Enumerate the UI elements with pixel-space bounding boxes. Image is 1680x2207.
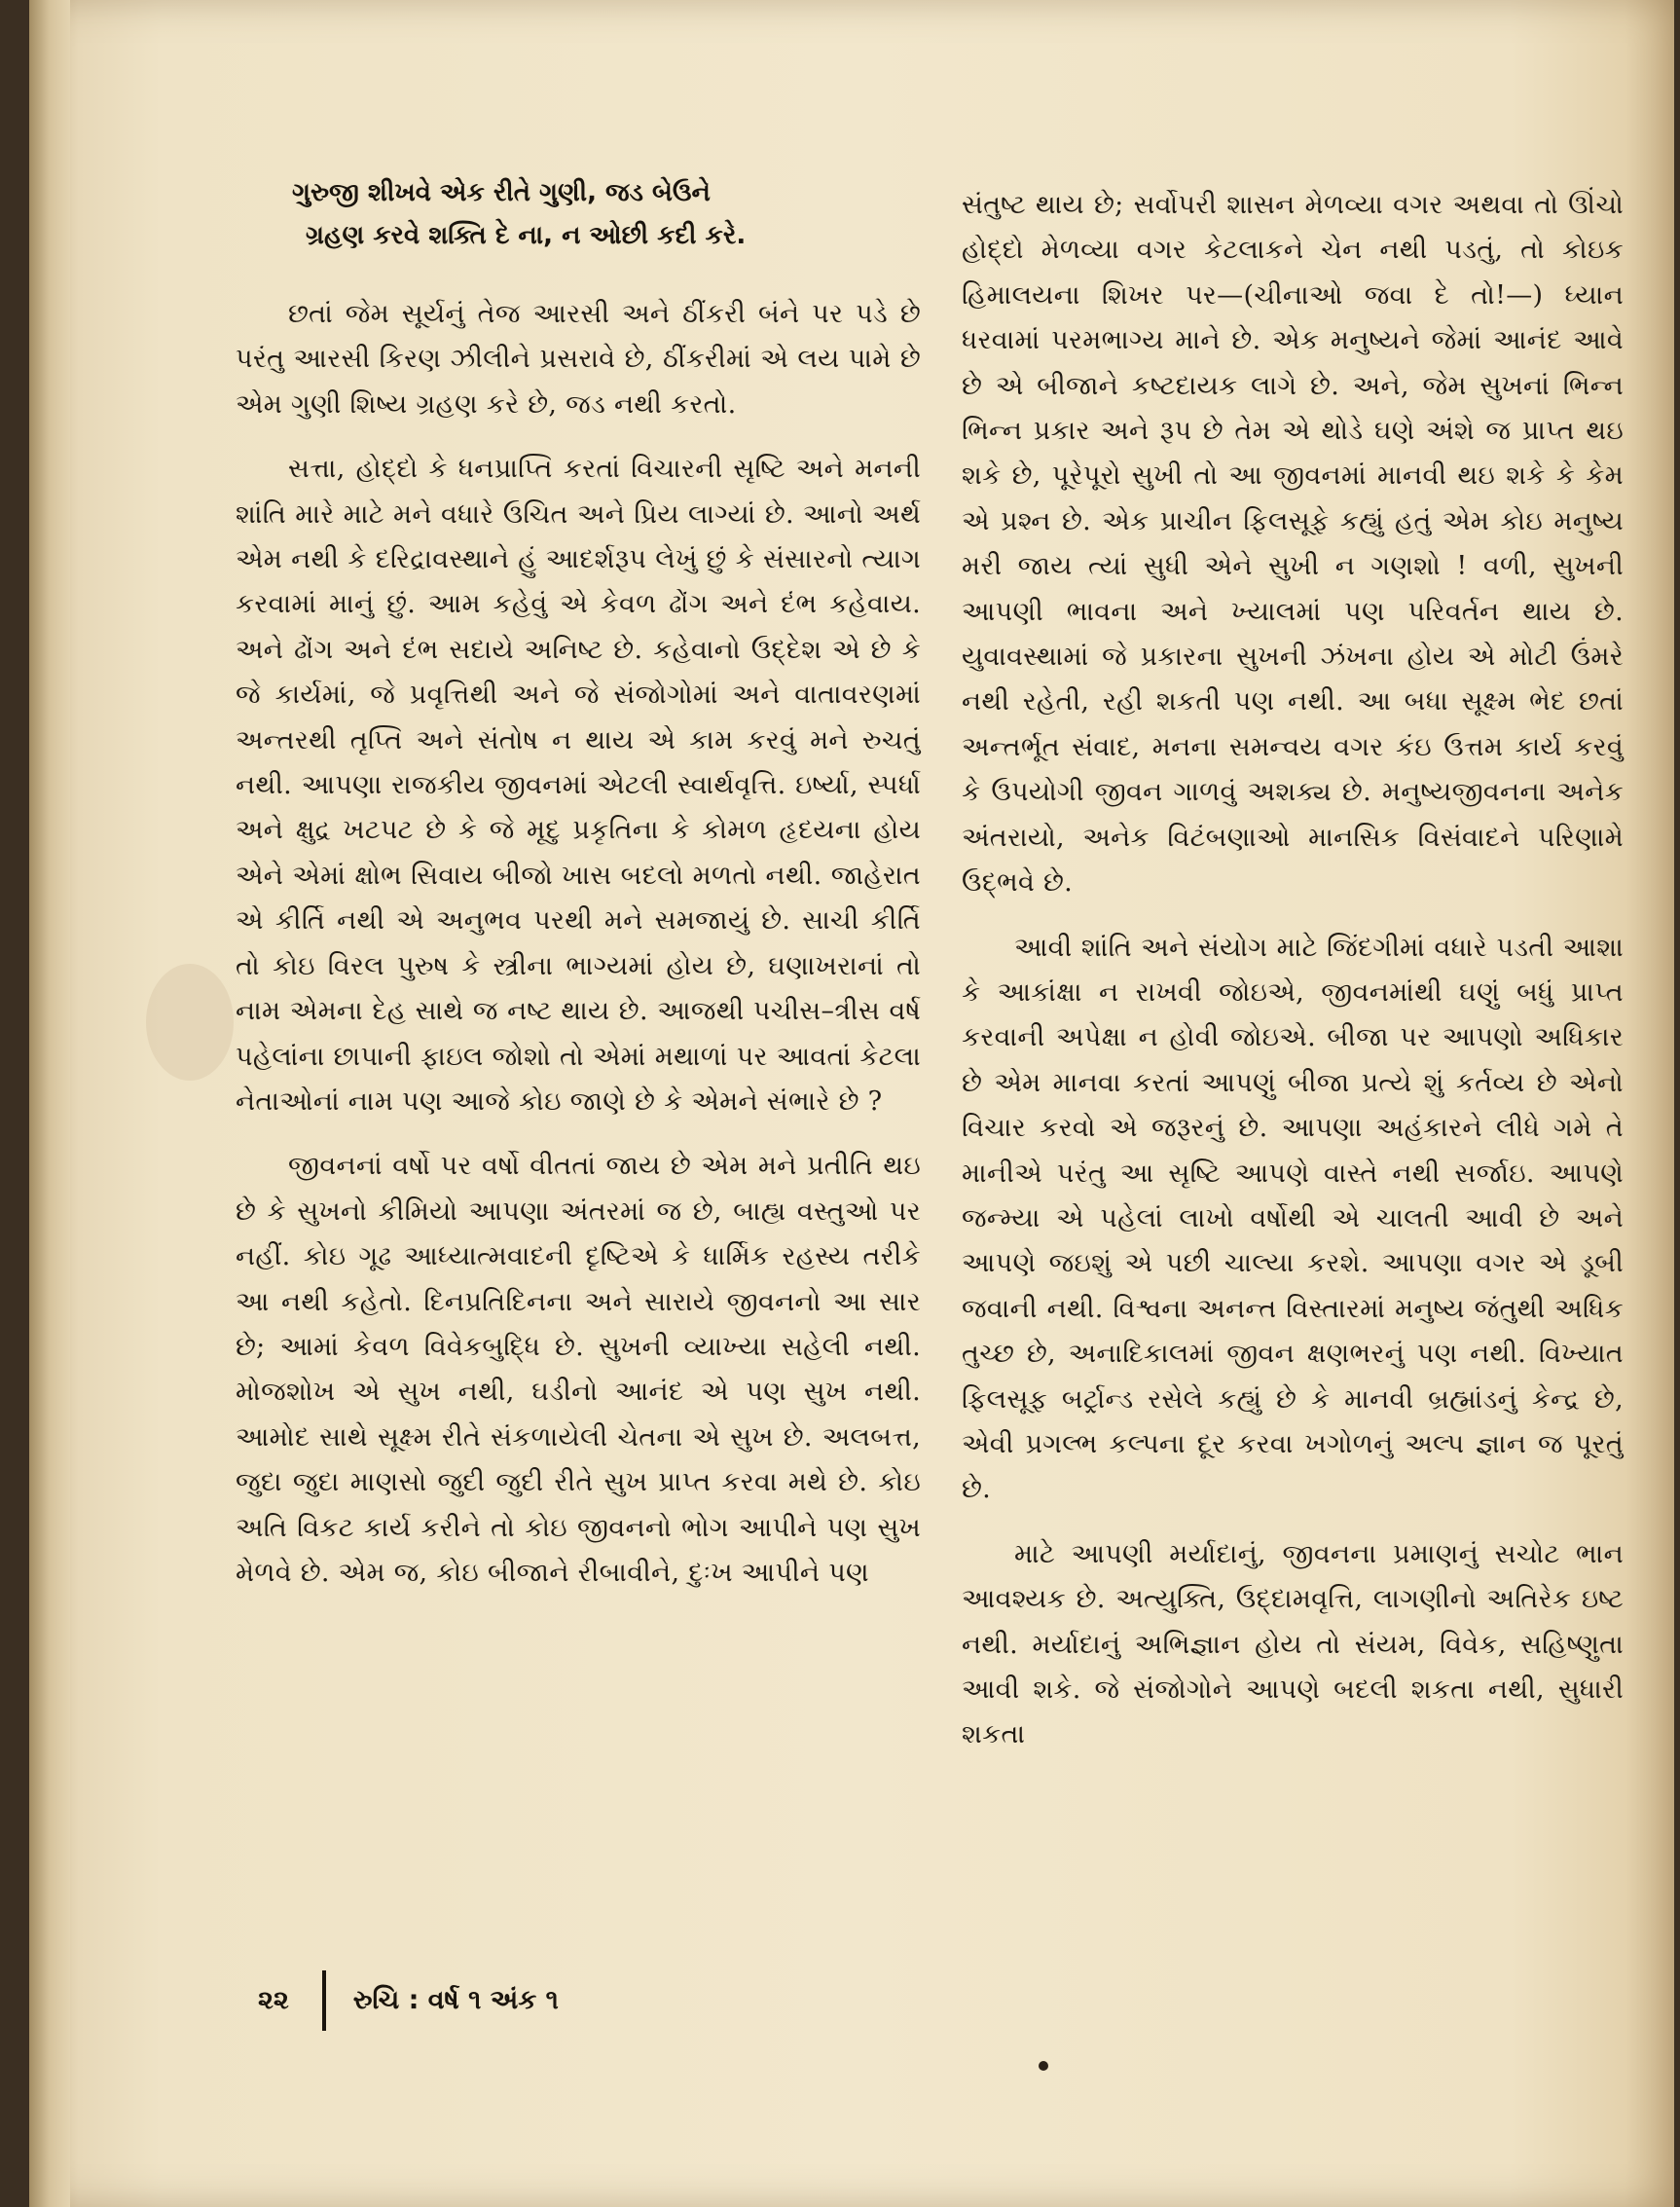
paragraph: સત્તા, હોદ્દો કે ધનપ્રાપ્તિ કરતાં વિચારની સૃષ્ટિ અને મનની શાંતિ મારે માટે મને વધારે ઉચિત અને પ્રિય લાગ્યાં છે. આનો અર્થ એમ નથી કે દરિદ્રાવસ્થાને હું આદર્શરૂપ લેખું છું કે સંસારનો ત્યાગ કરવામાં માનું છું. આમ કહેવું એ કેવળ ઢોંગ અને દંભ કહેવાય. અને ઢોંગ અને દંભ સદાયે અનિષ્ટ છે. કહેવાનો ઉદ્દેશ એ છે કે જે કાર્યમાં, જે પ્રવૃત્તિથી અને જે સંજોગોમાં અને વાતાવરણમાં અન્તરથી તૃપ્તિ અને સંતોષ ન થાય એ કામ કરવું મને રુચતું નથી. આપણા રાજકીય જીવનમાં એટલી સ્વાર્થવૃત્તિ. ઇર્ષ્યા, સ્પર્ધા અને ક્ષુદ્ર ખટપટ છે કે જે મૃદુ પ્રકૃતિના કે કોમળ હૃદયના હોય એને એમાં ક્ષોભ સિવાય બીજો ખાસ બદલો મળતો નથી. જાહેરાત એ કીર્તિ નથી એ અનુભવ પરથી મને સમજાયું છે. સાચી કીર્તિ તો કોઇ વિરલ પુરુષ કે સ્ત્રીના ભાગ્યમાં હોય છે, ઘણાખરાનાં તો નામ એમના દેહ સાથે જ નષ્ટ થાય છે. આજથી પચીસ–ત્રીસ વર્ષ પહેલાંના છાપાની ફાઇલ જોશો તો એમાં મથાળાં પર આવતાં કેટલા નેતાઓનાં નામ પણ આજે કોઇ જાણે છે કે એમને સંભારે છે ? [236,454,921,1117]
verse-quote [292,171,895,257]
left-column [236,292,921,1596]
paragraph: છતાં જેમ સૂર્યનું તેજ આરસી અને ઠીંકરી બંને પર પડે છે પરંતુ આરસી કિરણ ઝીલીને પ્રસરાવે છે, ઠીંકરીમાં એ લય પામે છે એમ ગુણી શિષ્ય ગ્રહણ કરે છે, જડ નથી કરતો. [236,299,921,420]
paragraph: જીવનનાં વર્ષો પર વર્ષો વીતતાં જાય છે એમ મને પ્રતીતિ થઇ છે કે સુખનો કીમિયો આપણા અંતરમાં જ છે, બાહ્ય વસ્તુઓ પર નહીં. કોઇ ગૂઢ આધ્યાત્મવાદની દૃષ્ટિએ કે ધાર્મિક રહસ્ય તરીકે આ નથી કહેતો. દિનપ્રતિદિનના અને સારાયે જીવનનો આ સાર છે; આમાં કેવળ વિવેકબુદ્ધિ છે. સુખની વ્યાખ્યા સહેલી નથી. મોજશોખ એ સુખ નથી, ઘડીનો આનંદ એ પણ સુખ નથી. આમોદ સાથે સૂક્ષ્મ રીતે સંકળાયેલી ચેતના એ સુખ છે. અલબત્ત, જુદા જુદા માણસો જુદી જુદી રીતે સુખ પ્રાપ્ત કરવા મથે છે. કોઇ અતિ વિકટ કાર્ય કરીને તો કોઇ જીવનનો ભોગ આપીને પણ સુખ મેળવે છે. એમ જ, કોઇ બીજાને રીબાવીને, દુઃખ આપીને પણ [236,1151,921,1588]
paragraph: માટે આપણી મર્યાદાનું, જીવનના પ્રમાણનું સચોટ ભાન આવશ્યક છે. અત્યુક્તિ, ઉદ્દામવૃત્તિ, લાગણીનો અતિરેક ઇષ્ટ નથી. મર્યાદાનું અભિજ્ઞાન હોય તો સંયમ, વિવેક, સહિષ્ણુતા આવી શકે. જે સંજોગોને આપણે બદલી શકતા નથી, સુધારી શકતા [962,1538,1624,1750]
page-binding-edge [29,0,70,2207]
page-footer [258,1971,559,2030]
right-column [962,183,1624,1758]
print-mark [1039,2061,1048,2071]
paragraph: આવી શાંતિ અને સંયોગ માટે જિંદગીમાં વધારે પડતી આશા કે આકાંક્ષા ન રાખવી જોઇએ, જીવનમાંથી ઘણું બધું પ્રાપ્ત કરવાની અપેક્ષા ન હોવી જોઇએ. બીજા પર આપણો અધિકાર છે એમ માનવા કરતાં આપણું બીજા પ્રત્યે શું કર્તવ્ય છે એનો વિચાર કરવો એ જરૂરનું છે. આપણા અહંકારને લીધે ગમે તે માનીએ પરંતુ આ સૃષ્ટિ આપણે વાસ્તે નથી સર્જાઇ. આપણે જન્મ્યા એ પહેલાં લાખો વર્ષોથી એ ચાલતી આવી છે અને આપણે જઇશું એ પછી ચાલ્યા કરશે. આપણા વગર એ ડૂબી જવાની નથી. વિશ્વના અનન્ત વિસ્તારમાં મનુષ્ય જંતુથી અધિક તુચ્છ છે, અનાદિકાલમાં જીવન ક્ષણભરનું પણ નથી. વિખ્યાત ફિલસૂફ બર્ટ્રાન્ડ રસેલે કહ્યું છે કે માનવી બ્રહ્માંડનું કેન્દ્ર છે, એવી પ્રગલ્ભ કલ્પના દૂર કરવા ખગોળનું અલ્પ જ્ઞાન જ પૂરતું છે. [962,932,1624,1505]
page-number: ૨૨ [258,1985,289,2015]
paper-stain [146,964,234,1081]
verse-line-2: ગ્રહણ કરવે શક્તિ દે ના, ન ઓછી કદી કરે. [306,221,747,250]
verse-line-1: ગુરુજી શીખવે એક રીતે ગુણી, જડ બેઉને [292,178,711,207]
footer-divider [322,1970,326,2031]
paragraph: સંતુષ્ટ થાય છે; સર્વોપરી શાસન મેળવ્યા વગર અથવા તો ઊંચો હોદ્દો મેળવ્યા વગર કેટલાકને ચેન નથી પડતું, તો કોઇક હિમાલયના શિખર પર—(ચીનાઓ જવા દે તો!—) ધ્યાન ધરવામાં પરમભાગ્ય માને છે. એક મનુષ્યને જેમાં આનંદ આવે છે એ બીજાને કષ્ટદાયક લાગે છે. અને, જેમ સુખનાં ભિન્ન ભિન્ન પ્રકાર અને રૂપ છે તેમ એ થોડે ઘણે અંશે જ પ્રાપ્ત થઇ શકે છે, પૂરેપૂરો સુખી તો આ જીવનમાં માનવી થઇ શકે કે કેમ એ પ્રશ્ન છે. એક પ્રાચીન ફિલસૂફે કહ્યું હતું એમ કોઇ મનુષ્ય મરી જાય ત્યાં સુધી એને સુખી ન ગણશો ! વળી, સુખની આપણી ભાવના અને ખ્યાલમાં પણ પરિવર્તન થાય છે. યુવાવસ્થામાં જે પ્રકારના સુખની ઝંખના હોય એ મોટી ઉંમરે નથી રહેતી, રહી શકતી પણ નથી. આ બધા સૂક્ષ્મ ભેદ છતાં અન્તર્ભૂત સંવાદ, મનના સમન્વય વગર કંઇ ઉત્તમ કાર્ય કરવું કે ઉપયોગી જીવન ગાળવું અશક્ય છે. મનુષ્યજીવનના અનેક અંતરાયો, અનેક વિટંબણાઓ માનસિક વિસંવાદને પરિણામે ઉદ્ભવે છે. [962,190,1624,899]
running-title: રુચિ : વર્ષ ૧ અંક ૧ [352,1985,559,2015]
